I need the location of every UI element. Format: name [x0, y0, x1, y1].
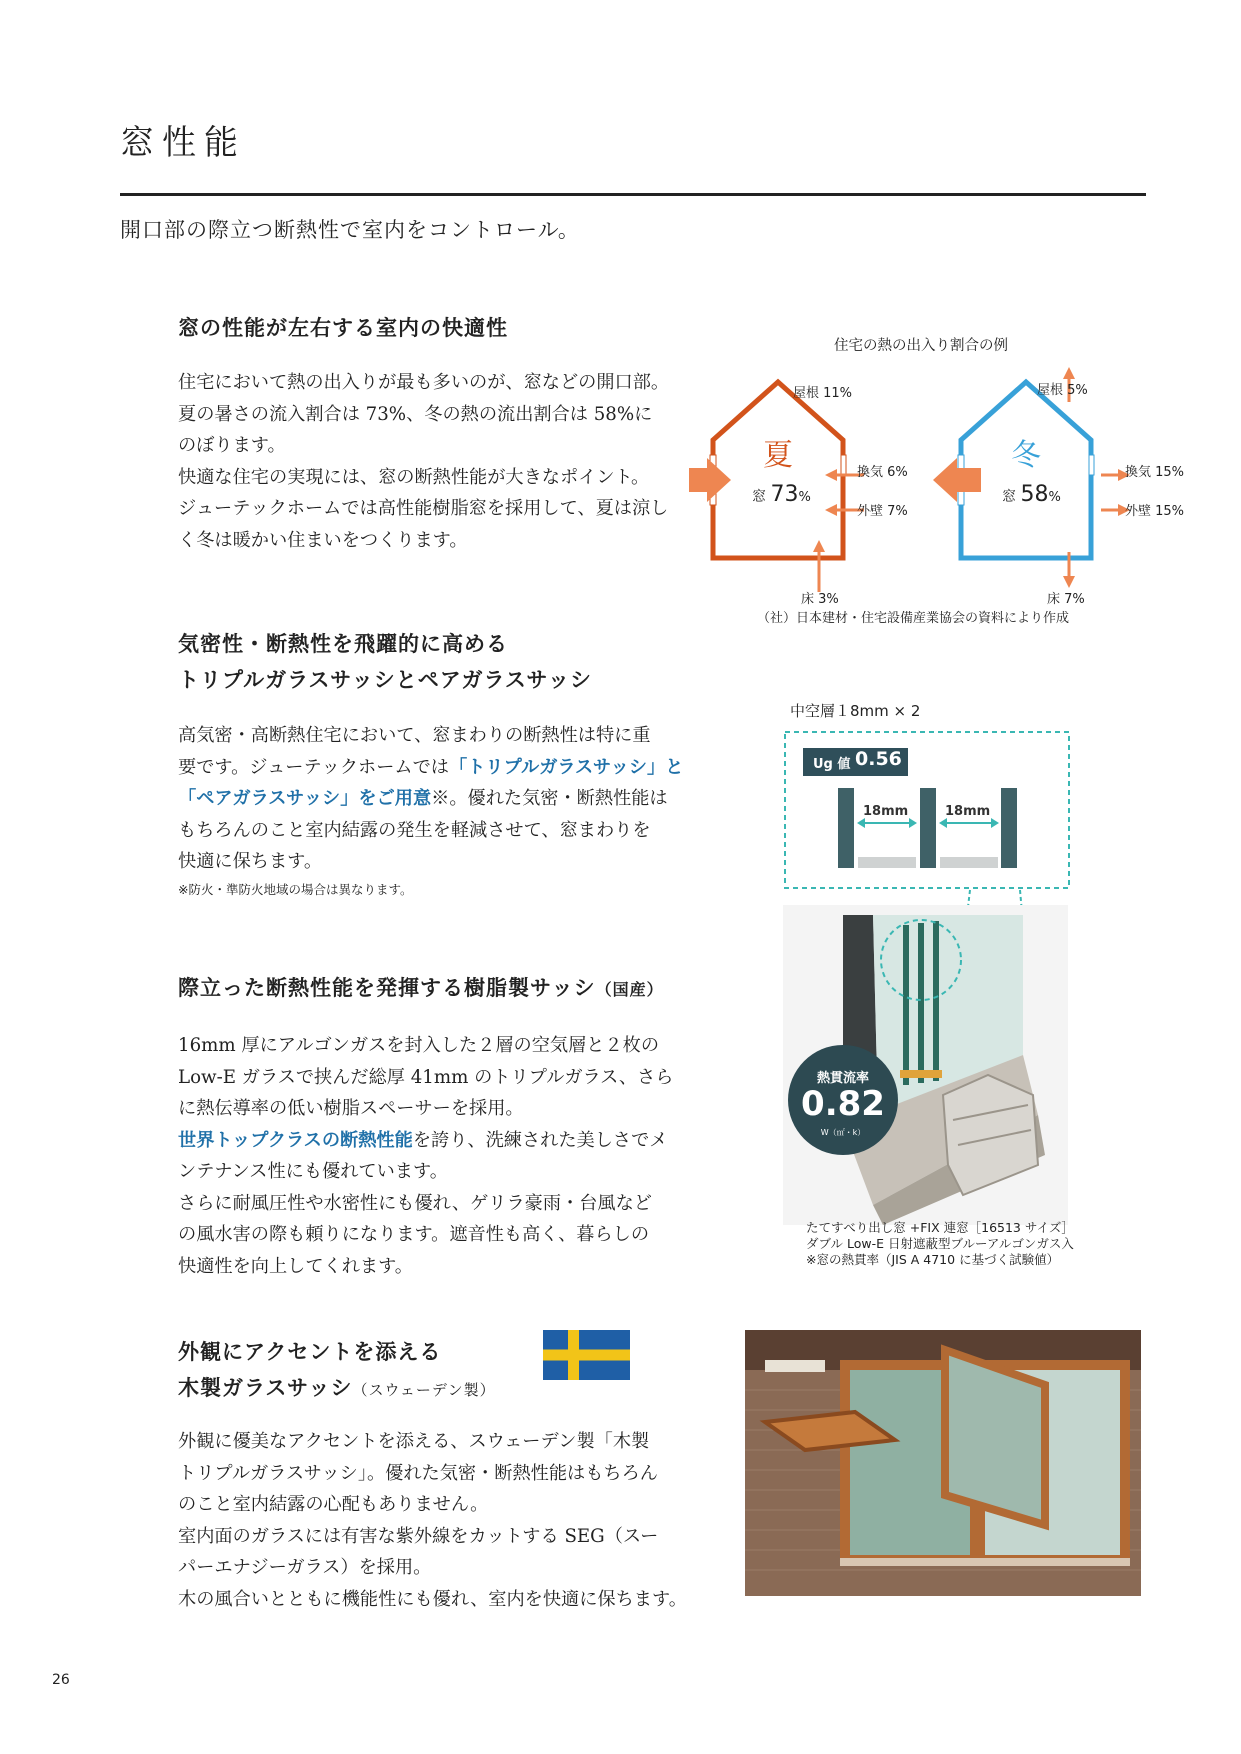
summer-floor-label: 床 3% — [801, 592, 839, 607]
winter-window-value: 58 — [1020, 482, 1049, 507]
winter-roof-label: 屋根 5% — [1037, 383, 1088, 398]
window-label: 窓 — [1002, 489, 1016, 505]
heading-suffix: （スウェーデン製） — [352, 1381, 496, 1399]
summer-label: 夏 — [763, 438, 793, 473]
winter-vent-label: 換気 15% — [1125, 465, 1185, 480]
text-line: 夏の暑さの流入割合は 73%、冬の熱の流出割合は 58%に — [178, 403, 653, 425]
text-line: 室内面のガラスには有害な紫外線をカットする SEG（スー — [178, 1525, 659, 1547]
section1-paragraph — [178, 367, 678, 556]
section4-paragraph — [178, 1426, 688, 1615]
text-line: 木の風合いとともに機能性にも優れ、室内を快適に保ちます。 — [178, 1588, 687, 1610]
page-number: 26 — [52, 1672, 70, 1688]
highlight-text: 世界トップクラスの断熱性能 — [178, 1129, 413, 1151]
text-line: 住宅において熱の出入りが最も多いのが、窓などの開口部。 — [178, 372, 670, 393]
text-line: 快適な住宅の実現には、窓の断熱性能が大きなポイント。 — [178, 466, 650, 488]
glass-pane-3 — [1001, 788, 1017, 868]
summer-roof-label: 屋根 11% — [793, 386, 853, 401]
ug-label: Ug 値 — [813, 757, 851, 772]
section4-heading-line2 — [178, 1372, 496, 1402]
heat-diagram-source: （社）日本建材・住宅設備産業協会の資料により作成 — [757, 611, 1070, 626]
winter-label: 冬 — [1011, 438, 1041, 473]
summer-vent-marker — [841, 455, 846, 475]
text-line: のこと室内結露の心配もありません。 — [178, 1494, 489, 1515]
text-line: 快適性を向上してくれます。 — [178, 1255, 413, 1277]
section2-paragraph — [178, 720, 688, 878]
text-line: の風水害の際も頼りになります。遮音性も高く、暮らしの — [178, 1224, 650, 1245]
text-line: に熱伝導率の低い樹脂スペーサーを採用。 — [178, 1098, 524, 1119]
swedish-flag-icon — [543, 1330, 630, 1380]
page-title: 窓性能 — [120, 123, 246, 163]
summer-window-value: 73 — [770, 482, 799, 507]
heading-main: 木製ガラスサッシ — [178, 1375, 353, 1400]
caption-line: ※窓の熱貫率（JIS A 4710 に基づく試験値） — [806, 1252, 1060, 1267]
section2-heading-line2: トリプルガラスサッシとペアガラスサッシ — [178, 667, 593, 692]
text-line: Low-E ガラスで挟んだ総厚 41mm のトリプルガラス、さら — [178, 1066, 674, 1088]
badge-value: 0.82 — [801, 1084, 885, 1124]
summer-vent-label: 換気 6% — [857, 465, 908, 480]
glass-pane-1 — [838, 788, 854, 868]
section4-heading-line1: 外観にアクセントを添える — [178, 1339, 442, 1364]
heat-flow-diagram — [689, 330, 1189, 630]
heat-diagram-title: 住宅の熱の出入り割合の例 — [834, 338, 1008, 354]
heading-suffix: （国産） — [595, 980, 664, 999]
text-line — [178, 1125, 688, 1157]
ug-value: 0.56 — [855, 748, 902, 770]
text-line — [178, 783, 688, 815]
text-line: 外観に優美なアクセントを添える、スウェーデン製「木製 — [178, 1431, 650, 1452]
text-span: を誇り、洗練された美しさでメ — [412, 1129, 668, 1151]
text-line — [178, 752, 688, 784]
text-line: さらに耐風圧性や水密性にも優れ、ゲリラ豪雨・台風など — [178, 1192, 652, 1214]
caption-line: ダブル Low-E 日射遮蔽型ブルーアルゴンガス入 — [806, 1236, 1074, 1251]
section1-heading: 窓の性能が左右する室内の快適性 — [178, 315, 508, 340]
badge-label: 熱貫流率 — [816, 1071, 869, 1086]
heat-diagram-graphic — [689, 330, 1189, 630]
title-divider — [120, 193, 1146, 196]
winter-vent-marker — [1089, 455, 1094, 475]
summer-sun-arrow — [689, 458, 731, 502]
gap-label-1: 18mm — [863, 804, 909, 819]
text-span: ※。優れた気密・断熱性能は — [431, 788, 668, 809]
percent-sign: % — [1048, 490, 1061, 505]
window-label: 窓 — [752, 489, 766, 505]
text-line: 高気密・高断熱住宅において、窓まわりの断熱性は特に重 — [178, 725, 651, 746]
text-line: 16mm 厚にアルゴンガスを封入した２層の空気層と２枚の — [178, 1035, 660, 1056]
winter-wall-label: 外壁 15% — [1125, 504, 1185, 519]
glass-pane-2 — [920, 788, 936, 868]
glass-caption: 中空層１8mm × 2 — [790, 702, 921, 720]
glass-section-diagram — [783, 730, 1071, 890]
summer-wall-label: 外壁 7% — [857, 504, 908, 519]
badge-unit: W（㎡・k） — [820, 1128, 866, 1137]
winter-floor-label: 床 7% — [1047, 592, 1085, 607]
text-line: 快適に保ちます。 — [178, 851, 323, 872]
gap-label-2: 18mm — [945, 804, 991, 819]
winter-loss-arrow — [933, 458, 981, 502]
heading-main: 際立った断熱性能を発揮する樹脂製サッシ — [178, 975, 596, 1000]
wooden-sash-graphic — [745, 1330, 1141, 1596]
section3-heading — [178, 972, 664, 1002]
text-line: く冬は暖かい住まいをつくります。 — [178, 529, 468, 551]
winter-window-stat — [1002, 482, 1061, 507]
resin-sash-image — [783, 905, 1068, 1225]
text-line: トリプルガラスサッシ」。優れた気密・断熱性能はもちろん — [178, 1462, 658, 1484]
text-span: 要です。ジューテックホームでは — [178, 756, 449, 778]
highlight-text: 「トリプルガラスサッシ」と — [449, 756, 684, 778]
section2-heading-line1: 気密性・断熱性を飛躍的に高める — [178, 631, 508, 656]
caption-line: たてすべり出し窓 +FIX 連窓［16513 サイズ］ — [806, 1220, 1074, 1235]
sash-caption — [806, 1220, 1074, 1268]
percent-sign: % — [798, 490, 811, 505]
text-line: パーエナジーガラス）を採用。 — [178, 1557, 432, 1578]
text-line: のぼります。 — [178, 435, 286, 456]
text-line: ンテナンス性にも優れています。 — [178, 1161, 448, 1182]
wooden-sash-photo — [745, 1330, 1141, 1596]
highlight-text: 「ペアガラスサッシ」をご用意 — [178, 788, 432, 809]
text-line: もちろんのこと室内結露の発生を軽減させて、窓まわりを — [178, 819, 651, 841]
section2-note: ※防火・準防火地域の場合は異なります。 — [178, 882, 413, 897]
text-line: ジューテックホームでは高性能樹脂窓を採用して、夏は涼し — [178, 498, 669, 519]
section3-paragraph — [178, 1030, 688, 1282]
page-subtitle: 開口部の際立つ断熱性で室内をコントロール。 — [120, 218, 580, 242]
summer-window-stat — [752, 482, 811, 507]
